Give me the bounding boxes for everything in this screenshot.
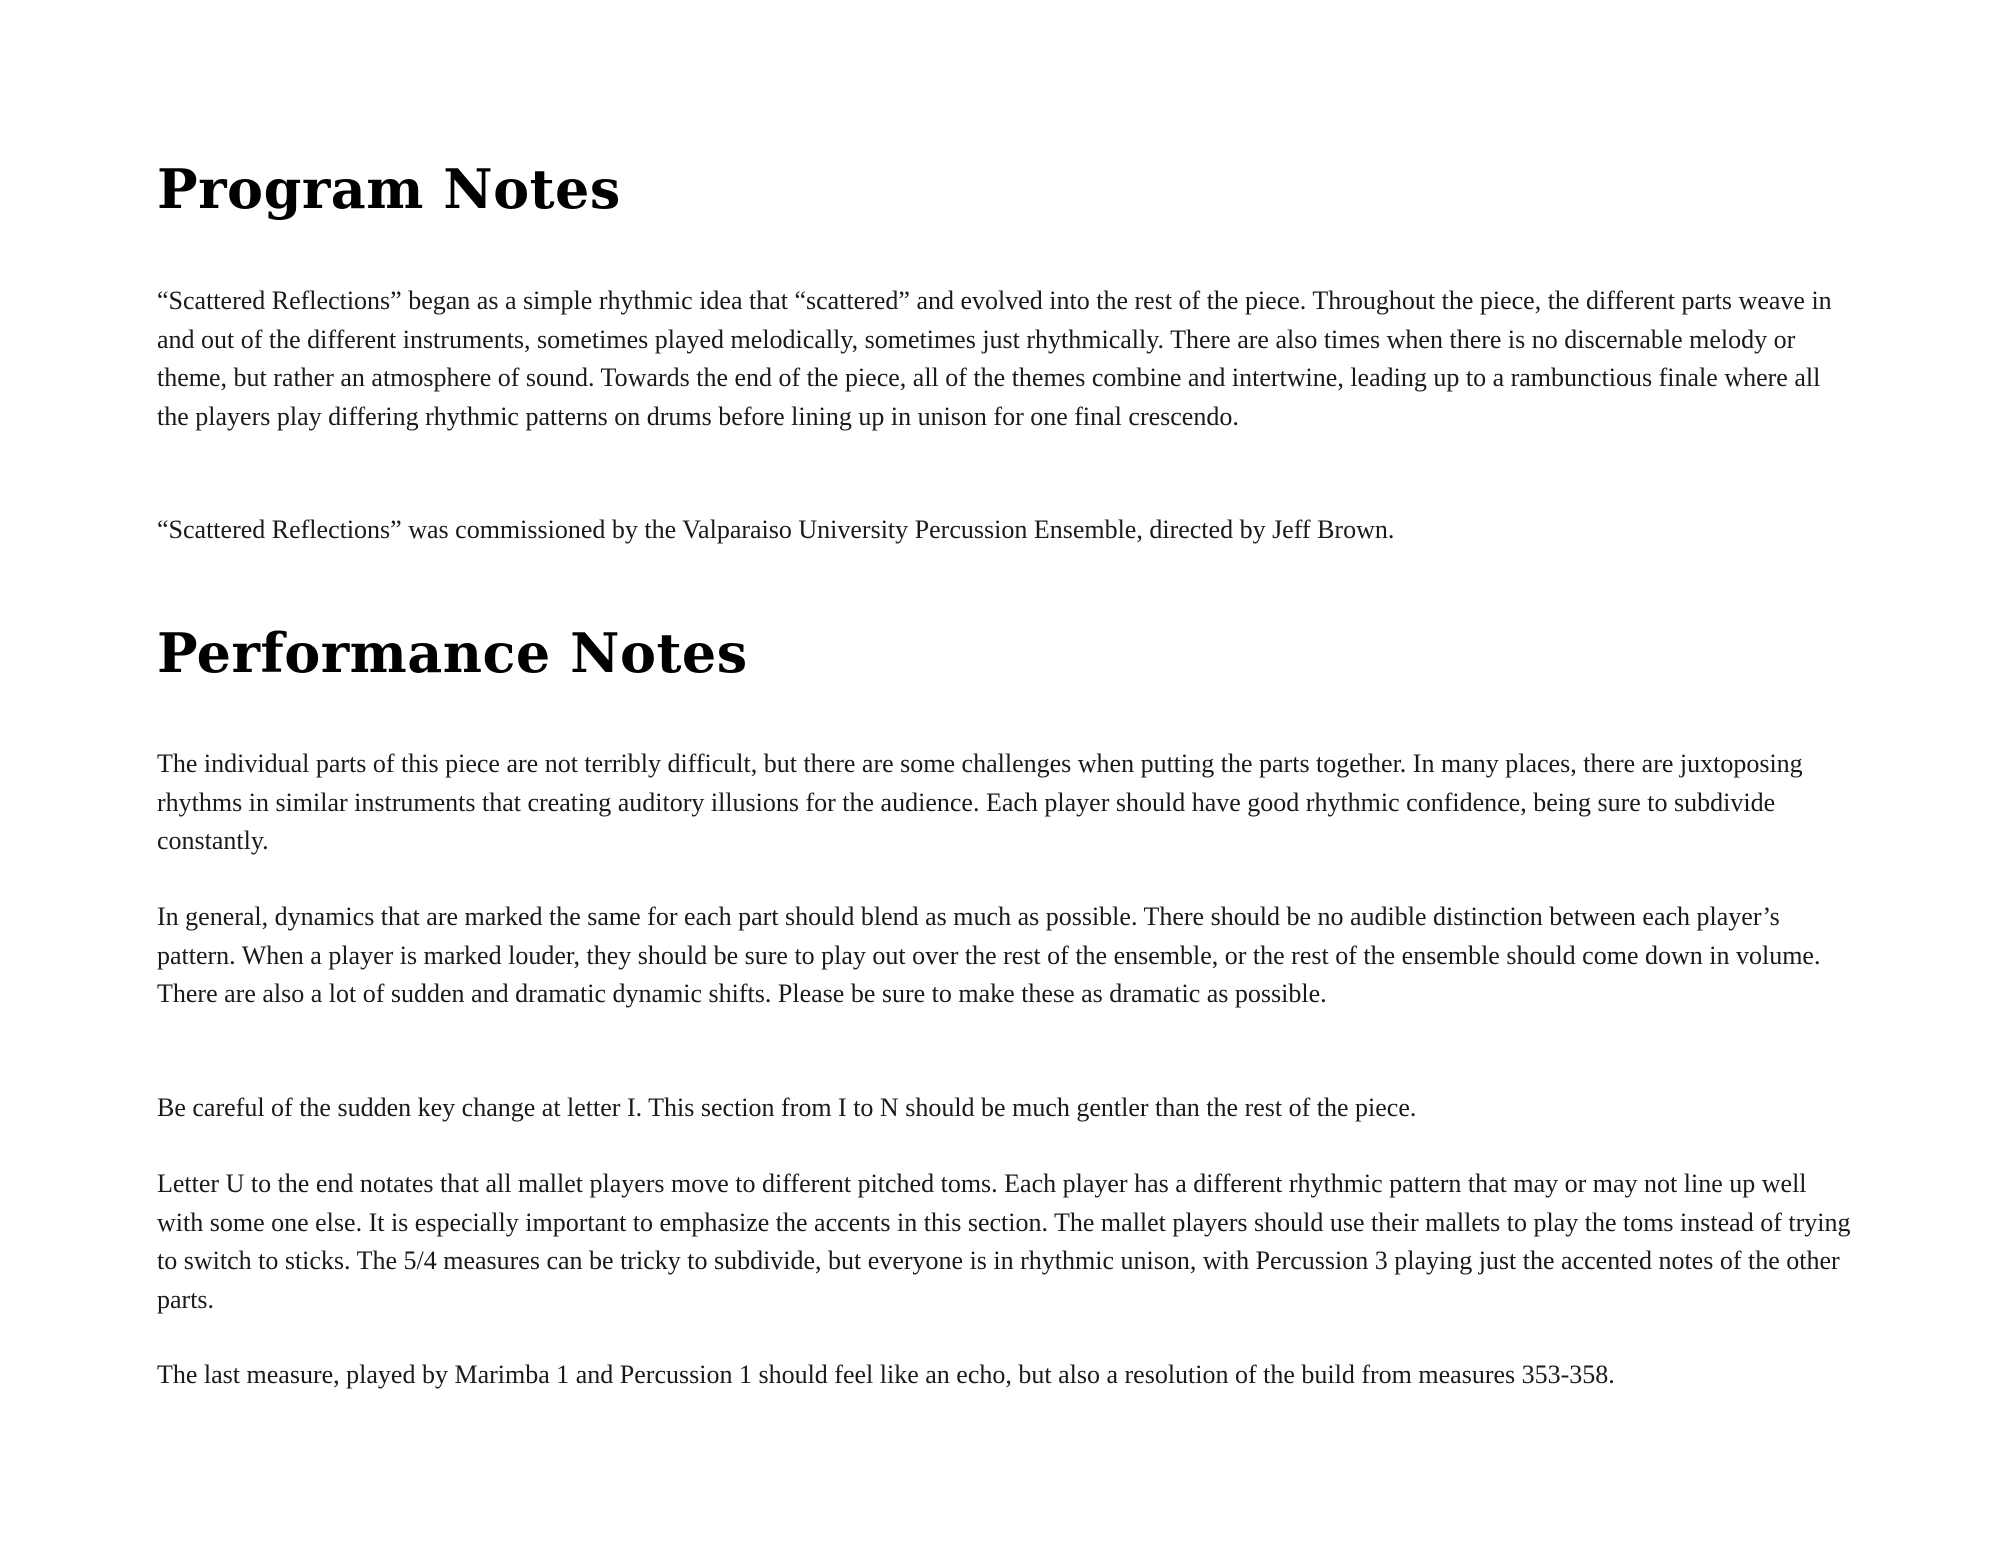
program-notes-paragraph: “Scattered Reflections” was commissioned by the Valparaiso University Percussion Ensemble, directed by Jeff Brown.	[157, 515, 1395, 544]
program-notes-paragraph: “Scattered Reflections” began as a simple rhythmic idea that “scattered” and evolved into the rest of the piece. Throughout the piece, the different parts weave in and out of the different instruments, sometimes played melodically, sometimes just rhythmically. There are also times when there is no discernable melody or theme, but rather an atmosphere of sound. Towards the end of the piece, all of the themes combine and intertwine, leading up to a rambunctious finale where all the players play differing rhythmic patterns on drums before lining up in unison for one final crescendo.	[157, 286, 1832, 431]
performance-notes-paragraph: In general, dynamics that are marked the same for each part should blend as much as possible. There should be no audible distinction between each player’s pattern. When a player is marked louder, they should be sure to play out over the rest of the ensemble, or the rest of the ensemble should come down in volume. There are also a lot of sudden and dramatic dynamic shifts. Please be sure to make these as dramatic as possible.	[157, 902, 1821, 1008]
performance-notes-paragraph: The individual parts of this piece are not terribly difficult, but there are some challenges when putting the parts together. In many places, there are juxtoposing rhythms in similar instruments that creating auditory illusions for the audience. Each player should have good rhythmic confidence, being sure to subdivide constantly.	[157, 749, 1803, 855]
performance-notes-heading: Performance Notes	[157, 621, 748, 685]
performance-notes-paragraph: The last measure, played by Marimba 1 and Percussion 1 should feel like an echo, but also a resolution of the build from measures 353-358.	[157, 1360, 1615, 1389]
performance-notes-paragraph: Be careful of the sudden key change at letter I. This section from I to N should be much gentler than the rest of the piece.	[157, 1093, 1417, 1122]
performance-notes-paragraph: Letter U to the end notates that all mallet players move to different pitched toms. Each player has a different rhythmic pattern that may or may not line up well with some one else. It is especially important to emphasize the accents in this section. The mallet players should use their mallets to play the toms instead of trying to switch to sticks. The 5/4 measures can be tricky to subdivide, but everyone is in rhythmic unison, with Percussion 3 playing just the accented notes of the other parts.	[157, 1169, 1851, 1314]
program-notes-heading: Program Notes	[157, 157, 621, 221]
